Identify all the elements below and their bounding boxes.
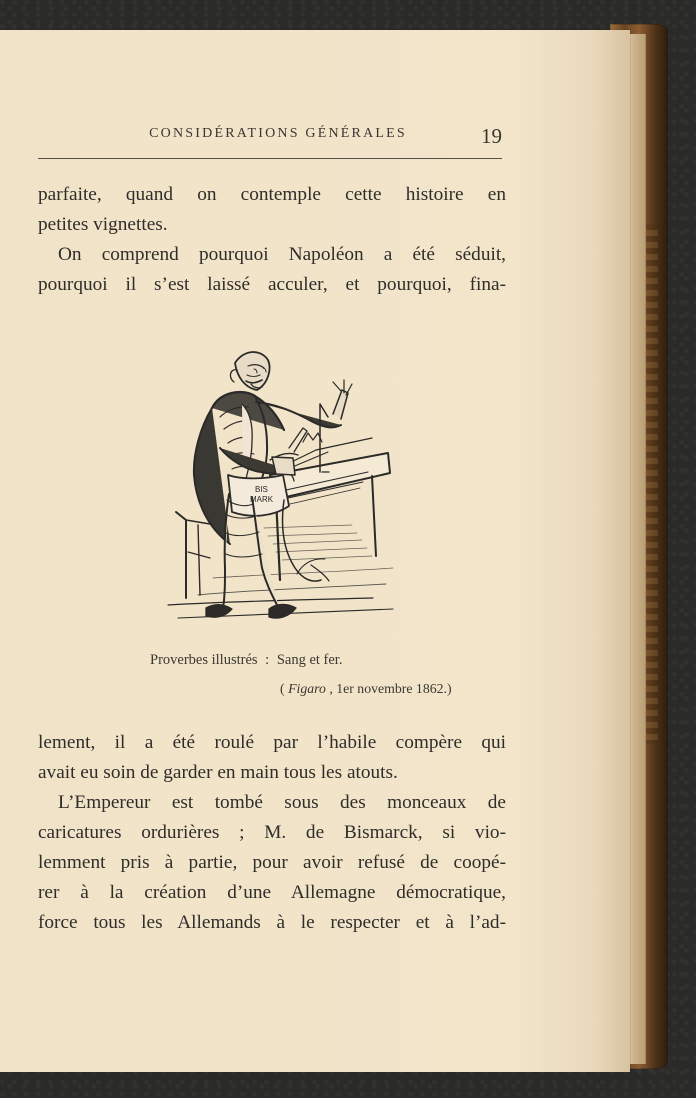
source-open: ( <box>280 681 285 696</box>
text-line-3: On comprend pourquoi Napoléon a été séduit, <box>58 244 506 265</box>
text-line-11: force tous les Allemands à le respecter et à l’ad- <box>38 912 506 933</box>
lower-paragraph-block <box>38 728 506 938</box>
illustration-source <box>280 681 452 697</box>
caption-separator: : <box>265 652 270 668</box>
apron-label-line-1: BIS <box>255 485 268 494</box>
upper-paragraph-block <box>38 180 506 300</box>
page-fore-edge <box>628 34 646 1064</box>
header-rule <box>38 158 502 159</box>
text-line-4: pourquoi il s’est laissé acculer, et pourquoi, fina- <box>38 274 506 295</box>
source-rest: , 1er novembre 1862.) <box>329 681 452 696</box>
source-name: Figaro <box>288 681 326 696</box>
caption-title: Sang et fer. <box>276 652 343 668</box>
page-number: 19 <box>481 124 502 148</box>
text-line-5: lement, il a été roulé par l’habile compère qui <box>38 732 506 753</box>
running-title: CONSIDÉRATIONS GÉNÉRALES <box>149 126 407 141</box>
text-line-8: caricatures ordurières ; M. de Bismarck, si vio- <box>38 822 506 843</box>
text-line-9: lemment pris à partie, pour avoir refusé de coopé- <box>38 852 506 873</box>
text-line-2: petites vignettes. <box>38 214 168 235</box>
caption-label: Proverbes illustrés <box>150 652 258 668</box>
text-line-1: parfaite, quand on contemple cette histoire en <box>38 184 506 205</box>
illustration-caption <box>150 652 342 669</box>
running-head <box>38 126 502 150</box>
text-line-7: L’Empereur est tombé sous des monceaux de <box>58 792 506 813</box>
apron-label-line-2: MARK <box>250 495 274 504</box>
caricature-illustration <box>158 330 408 635</box>
text-line-6: avait eu soin de garder en main tous les atouts. <box>38 762 398 783</box>
text-line-10: rer à la création d’une Allemagne démocratique, <box>38 882 506 903</box>
